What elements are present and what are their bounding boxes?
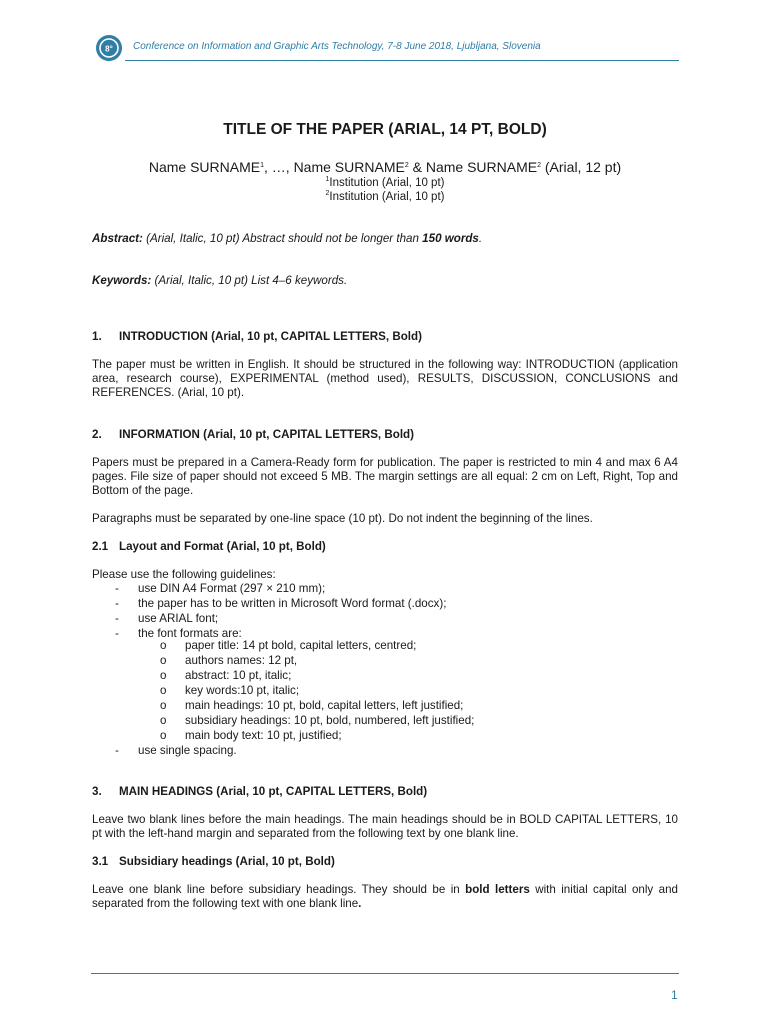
affiliation-2 [0, 191, 770, 203]
abstract-limit: 150 words [422, 232, 479, 245]
section-2-heading [92, 428, 414, 441]
section-title: Subsidiary headings (Arial, 10 pt, Bold) [119, 855, 335, 868]
abstract-label: Abstract: [92, 232, 143, 245]
section-2-paragraph-1: Papers must be prepared in a Camera-Ready form for publication. The paper is restricted to min 4 and max 6 A4 pages. File size of paper should not exceed 5 MB. The margin settings are all equal: 2 cm on Left, Right, Top and Bottom of the page. [92, 456, 678, 497]
list-item-text: use DIN A4 Format (297 × 210 mm); [138, 582, 326, 595]
sublist-item-text: main headings: 10 pt, bold, capital letters, left justified; [185, 699, 464, 712]
paper-title: TITLE OF THE PAPER (ARIAL, 14 PT, BOLD) [223, 121, 547, 138]
paragraph-bold-text: bold letters [465, 883, 530, 896]
affiliation-text: Institution (Arial, 10 pt) [329, 191, 445, 203]
section-number: 1. [92, 330, 102, 343]
bullet-marker: o [160, 684, 167, 697]
list-item-text: the paper has to be written in Microsoft Word format (.docx); [138, 597, 447, 610]
dash-marker: - [115, 744, 119, 757]
sublist-item-text: subsidiary headings: 10 pt, bold, numbered, left justified; [185, 714, 475, 727]
author-note: (Arial, 12 pt) [541, 159, 622, 175]
affiliation-sup: 2 [325, 190, 330, 197]
sublist-item-text: key words:10 pt, italic; [185, 684, 300, 697]
list-item-text: the font formats are: [138, 627, 242, 640]
keywords [92, 274, 678, 288]
keywords-label: Keywords: [92, 274, 152, 287]
author-name: & Name SURNAME [408, 159, 538, 175]
bullet-marker: o [160, 714, 167, 727]
dash-marker: - [115, 597, 119, 610]
section-2-paragraph-2: Paragraphs must be separated by one-line space (10 pt). Do not indent the beginning of the lines. [92, 512, 593, 525]
section-title: MAIN HEADINGS (Arial, 10 pt, CAPITAL LETTERS, Bold) [119, 785, 428, 798]
section-title: INTRODUCTION (Arial, 10 pt, CAPITAL LETTERS, Bold) [119, 330, 422, 343]
section-1-paragraph: The paper must be written in English. It should be structured in the following way: INTRODUCTION (application area, research course), EXPERIMENTAL (method used), RESULTS, DISCUSSION, CONCLUSIONS and REFERENCES. (Arial, 10 pt). [92, 358, 678, 399]
section-3-paragraph: Leave two blank lines before the main headings. The main headings should be in BOLD CAPITAL LETTERS, 10 pt with the left-hand margin and separated from the following text by one blank line. [92, 813, 678, 840]
section-title: INFORMATION (Arial, 10 pt, CAPITAL LETTERS, Bold) [119, 428, 414, 441]
abstract [92, 232, 678, 246]
author-sup: 2 [537, 162, 541, 169]
page-number: 1 [671, 988, 678, 1002]
keywords-text: (Arial, Italic, 10 pt) List 4–6 keywords. [151, 274, 348, 287]
dash-marker: - [115, 627, 119, 640]
running-header: Conference on Information and Graphic Arts Technology, 7-8 June 2018, Ljubljana, Slovenia [133, 41, 541, 52]
guidelines-intro: Please use the following guidelines: [92, 568, 276, 581]
section-number: 2. [92, 428, 102, 441]
author-sup: 2 [404, 162, 409, 169]
section-title: Layout and Format (Arial, 10 pt, Bold) [119, 540, 326, 553]
section-number: 3. [92, 785, 102, 798]
paragraph-text: Leave one blank line before subsidiary headings. They should be in [92, 883, 466, 896]
section-3-1-heading [92, 855, 335, 868]
author-name: , …, Name SURNAME [264, 159, 405, 175]
bullet-marker: o [160, 654, 167, 667]
conference-logo [96, 35, 122, 61]
bullet-marker: o [160, 669, 167, 682]
bullet-marker: o [160, 699, 167, 712]
list-item-text: use single spacing. [138, 744, 237, 757]
dash-marker: - [115, 612, 119, 625]
section-number: 3.1 [92, 855, 109, 868]
sublist-item-text: paper title: 14 pt bold, capital letters, centred; [185, 639, 417, 652]
author-name: Name SURNAME [148, 159, 261, 175]
bullet-marker: o [160, 639, 167, 652]
affiliation-sup: 1 [325, 176, 330, 183]
section-2-1-heading [92, 540, 326, 553]
affiliation-text: Institution (Arial, 10 pt) [329, 177, 445, 189]
sublist-item-text: main body text: 10 pt, justified; [185, 729, 342, 742]
footer-divider [91, 973, 679, 974]
dash-marker: - [115, 582, 119, 595]
sublist-item-text: abstract: 10 pt, italic; [185, 669, 292, 682]
abstract-end: . [478, 232, 483, 245]
affiliation-1 [0, 177, 770, 189]
author-line [0, 159, 770, 175]
logo-mark: 8° [105, 44, 113, 54]
section-3-heading [92, 785, 427, 798]
author-sup: 1 [260, 162, 265, 169]
sublist-item-text: authors names: 12 pt, [185, 654, 298, 667]
section-3-1-paragraph [92, 883, 678, 911]
header-divider [125, 60, 679, 61]
abstract-text: (Arial, Italic, 10 pt) Abstract should not be longer than [142, 232, 423, 245]
section-number: 2.1 [92, 540, 109, 553]
list-item-text: use ARIAL font; [138, 612, 219, 625]
section-1-heading [92, 330, 422, 343]
paragraph-end-dot: . [358, 897, 362, 910]
bullet-marker: o [160, 729, 167, 742]
paragraph-text: with initial capital only and separated from the following text with one blank line [92, 883, 678, 910]
